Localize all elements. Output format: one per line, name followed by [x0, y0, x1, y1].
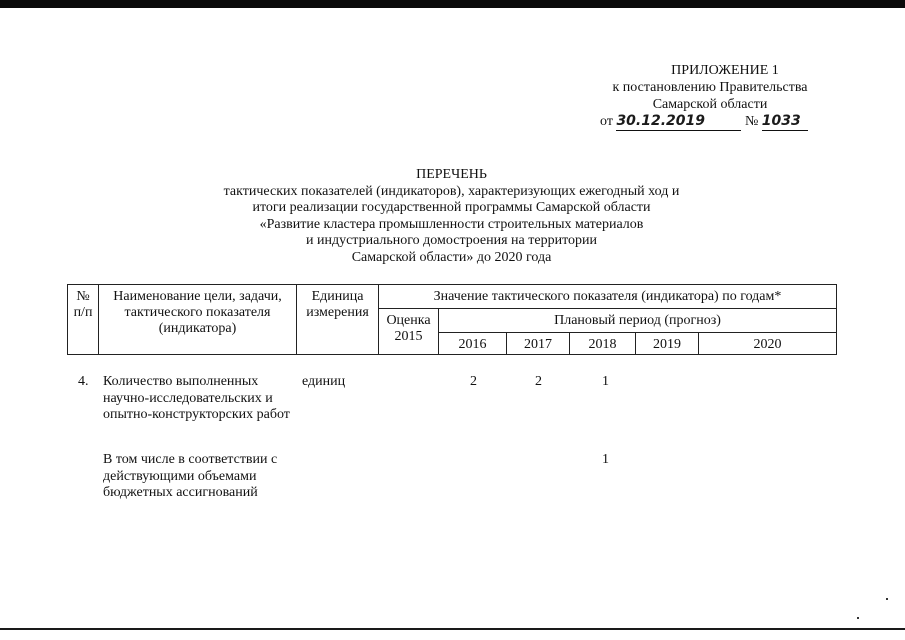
scan-speck [857, 617, 859, 619]
scan-speck [886, 598, 888, 600]
appendix-line-1: к постановлению Правительства [612, 80, 808, 95]
appendix-title: ПРИЛОЖЕНИЕ 1 [671, 63, 779, 78]
scan-bottom-edge [0, 628, 905, 630]
col-year-2018: 2018 [570, 333, 636, 355]
date-prefix: от [600, 114, 613, 129]
number-value: 1033 [761, 113, 801, 129]
subrow-name: В том числе в соответствии с действующими объемами бюджетных ассигнований [103, 452, 278, 500]
heading-line-5: Самарской области» до 2020 года [351, 249, 552, 265]
row-unit: единиц [302, 374, 346, 389]
date-value: 30.12.2019 [616, 113, 706, 129]
row-value-2016: 2 [470, 374, 477, 389]
col-year-2019: 2019 [636, 333, 699, 355]
col-header-values: Значение тактического показателя (индикатора) по годам* [379, 285, 837, 309]
appendix-line-2: Самарской области [652, 97, 768, 112]
heading-line-3: «Развитие кластера промышленности строительных материалов [259, 216, 644, 232]
col-year-2020: 2020 [699, 333, 837, 355]
heading-line-1: тактических показателей (индикаторов), характеризующих ежегодный ход и [223, 183, 680, 199]
col-header-name: Наименование цели, задачи, тактического показателя (индикатора) [99, 285, 297, 355]
col-header-unit: Единица измерения [297, 285, 379, 355]
row-name: Количество выполненных научно-исследовательских и опытно-конструкторских работ [103, 374, 290, 422]
col-header-no: № п/п [68, 285, 99, 355]
row-value-2018: 1 [602, 374, 609, 389]
row-value-2017: 2 [535, 374, 542, 389]
col-year-2016: 2016 [439, 333, 507, 355]
col-header-plan: Плановый период (прогноз) [439, 309, 837, 333]
row-number: 4. [78, 374, 89, 389]
heading-line-4: и индустриального домостроения на территории [305, 233, 597, 248]
subrow-value-2018: 1 [602, 452, 609, 467]
col-year-2017: 2017 [507, 333, 570, 355]
col-header-estimate: Оценка 2015 [379, 309, 439, 355]
number-prefix: № [744, 114, 759, 129]
heading-line-2: итоги реализации государственной программы Самарской области [252, 200, 651, 215]
heading-title: ПЕРЕЧЕНЬ [416, 167, 487, 182]
